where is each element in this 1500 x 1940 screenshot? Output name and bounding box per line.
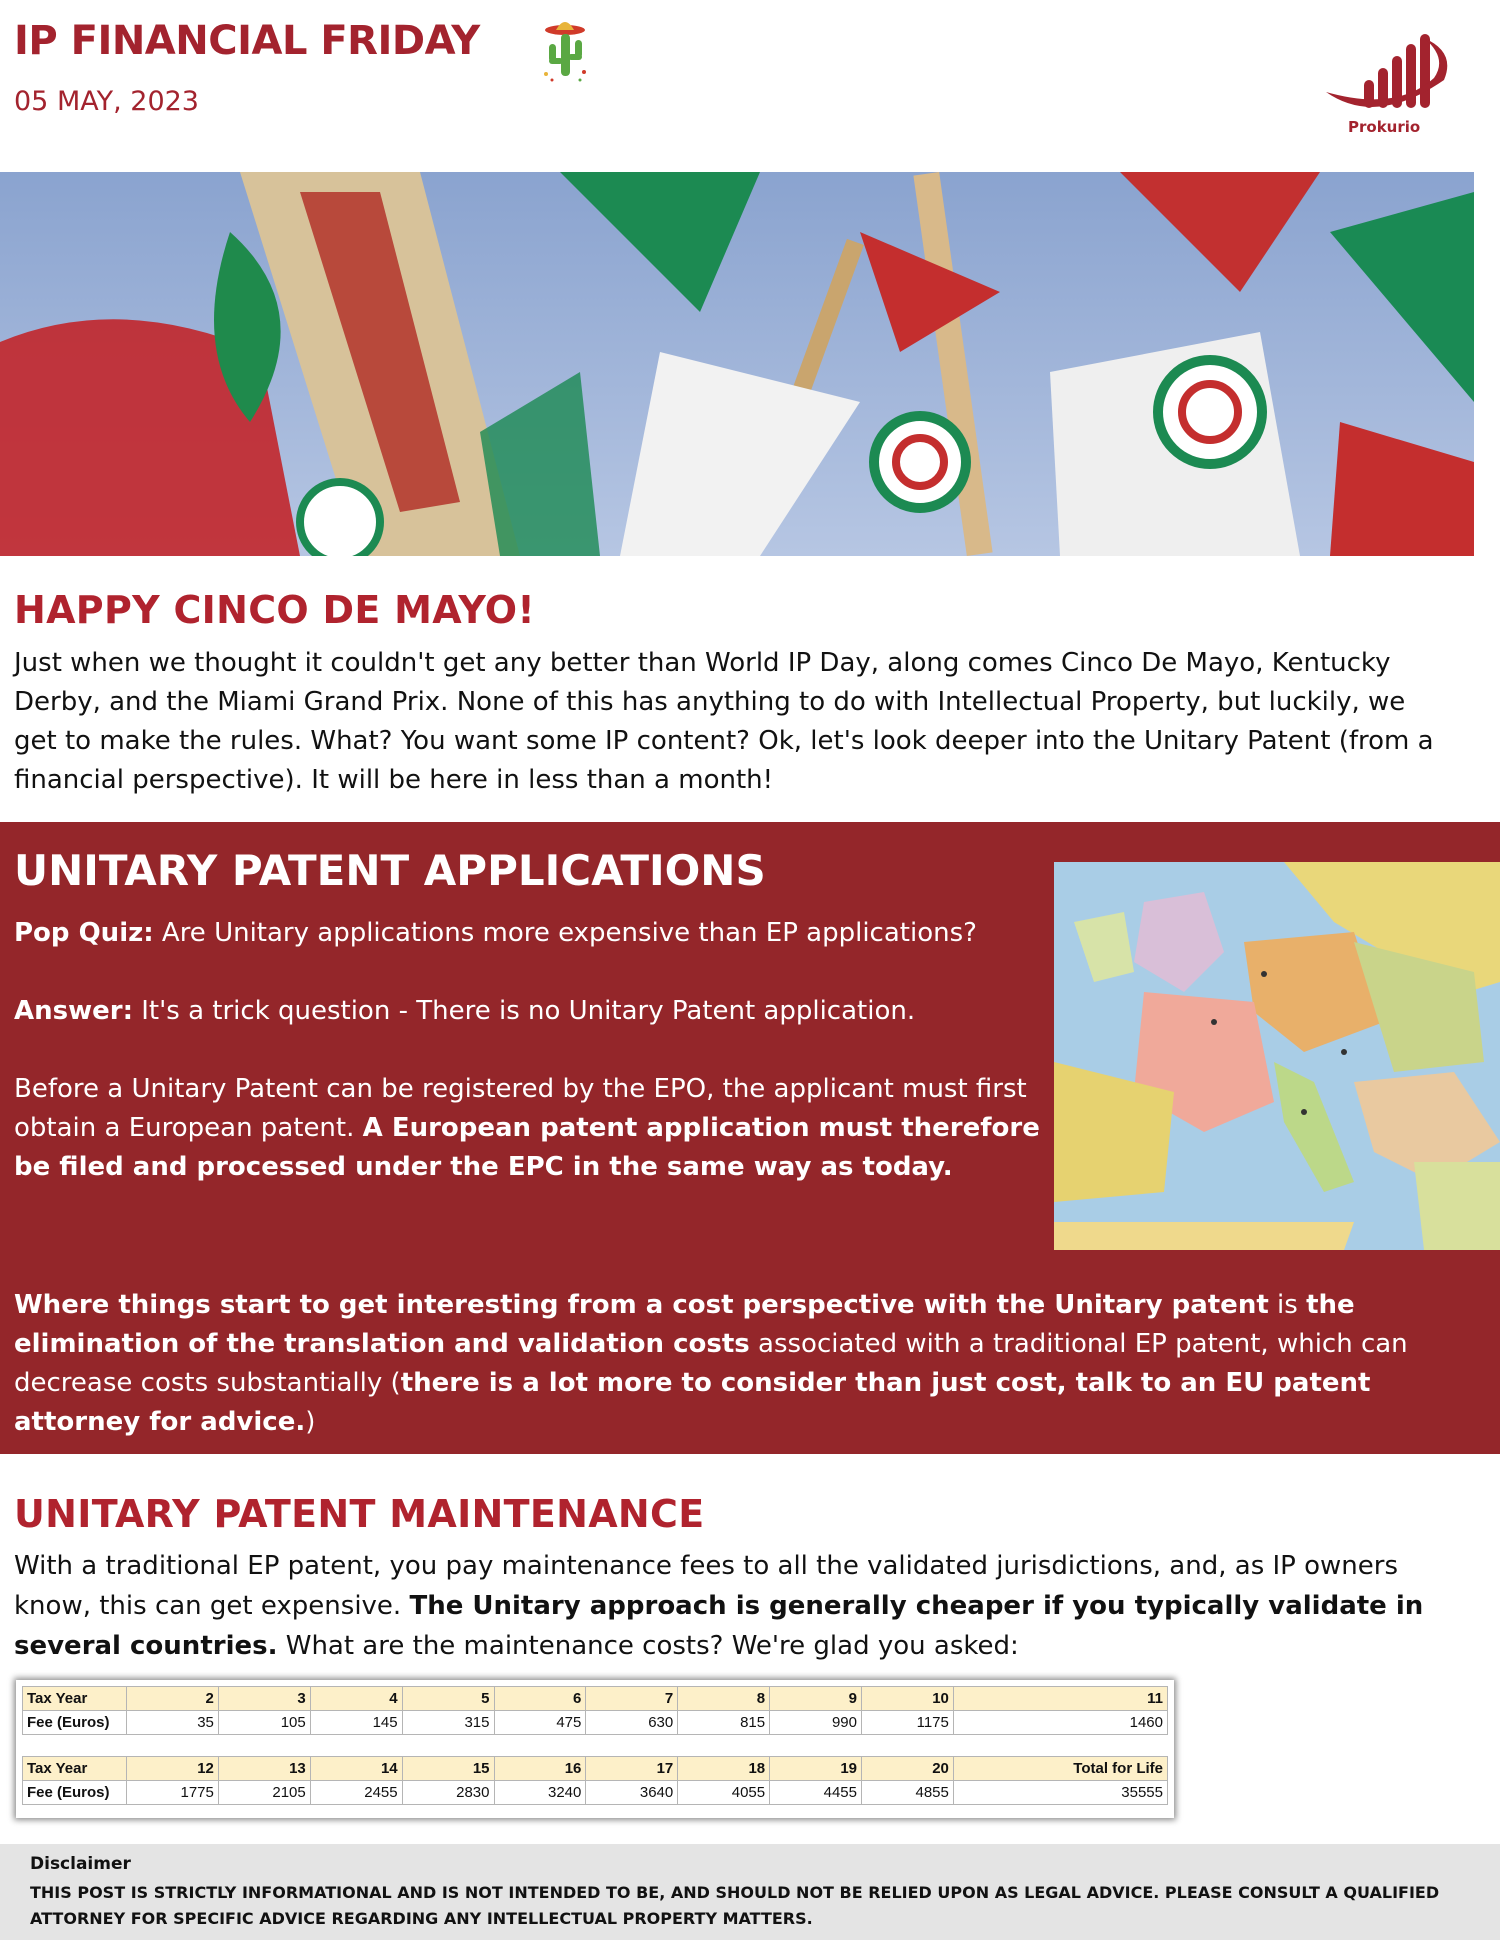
european-patent-emphasis: A European patent application must therefore be filed and processed under the EPC in the same way as today. — [14, 1113, 1040, 1182]
maintenance-emphasis: The Unitary approach is generally cheaper if you typically validate in several countries. — [14, 1591, 1424, 1661]
total-for-life-header: Total for Life — [953, 1757, 1167, 1781]
logo-wordmark: Prokurio — [1348, 118, 1421, 136]
maintenance-paragraph — [14, 1546, 1474, 1666]
intro-paragraph: Just when we thought it couldn't get any better than World IP Day, along comes Cinco De Mayo, Kentucky Derby, and the Miami Grand Prix. None of this has anything to do with Intellectual Property, but luckily, we get to make the rules. What? You want some IP content? Ok, let's look deeper into the Unitary Patent (from a financial perspective). It will be here in less than a month! — [14, 648, 1434, 795]
tax-year-cell: 10 — [862, 1687, 954, 1711]
cost-perspective-paragraph — [14, 1286, 1484, 1442]
tax-year-cell: 13 — [218, 1757, 310, 1781]
banner-illustration — [0, 172, 1474, 556]
applications-heading: UNITARY PATENT APPLICATIONS — [14, 846, 766, 895]
tax-year-cell: 18 — [678, 1757, 770, 1781]
tax-year-cell: 6 — [494, 1687, 586, 1711]
disclaimer-title: Disclaimer — [30, 1854, 131, 1874]
fee-cell: 1175 — [862, 1711, 954, 1735]
disclaimer-footer — [0, 1844, 1500, 1940]
answer-paragraph — [14, 992, 1044, 1031]
tax-year-cell: 8 — [678, 1687, 770, 1711]
pop-quiz-label: Pop Quiz: — [14, 918, 154, 948]
tax-year-row-2 — [23, 1757, 1168, 1781]
applications-text — [14, 914, 1044, 1226]
publish-date: 05 MAY, 2023 — [14, 86, 199, 117]
fee-cell: 4855 — [862, 1781, 954, 1805]
tax-year-cell: 11 — [953, 1687, 1167, 1711]
page-header — [0, 0, 1500, 160]
maintenance-heading: UNITARY PATENT MAINTENANCE — [14, 1492, 705, 1536]
tax-year-cell: 15 — [402, 1757, 494, 1781]
table-spacer-cell — [23, 1735, 1168, 1757]
european-patent-text: Before a Unitary Patent can be registered by the EPO, the applicant must first obtain a European patent. — [14, 1074, 1027, 1143]
fee-label: Fee (Euros) — [23, 1781, 127, 1805]
tax-year-row-1 — [23, 1687, 1168, 1711]
fee-row-2 — [23, 1781, 1168, 1805]
tax-year-cell: 7 — [586, 1687, 678, 1711]
fee-row-1 — [23, 1711, 1168, 1735]
tax-year-cell: 2 — [127, 1687, 219, 1711]
cinco-de-mayo-heading: HAPPY CINCO DE MAYO! — [14, 588, 536, 632]
cost-text-2: associated with a traditional EP patent, which can decrease costs substantially ( — [14, 1329, 1408, 1398]
fee-cell: 630 — [586, 1711, 678, 1735]
fee-cell: 105 — [218, 1711, 310, 1735]
tax-year-cell: 4 — [310, 1687, 402, 1711]
unitary-applications-section — [0, 822, 1500, 1454]
pop-quiz-paragraph — [14, 914, 1044, 953]
pop-quiz-text: Are Unitary applications more expensive than EP applications? — [153, 918, 977, 948]
tax-year-label: Tax Year — [23, 1687, 127, 1711]
answer-text: It's a trick question - There is no Unitary Patent application. — [132, 996, 916, 1026]
fee-cell: 2105 — [218, 1781, 310, 1805]
cost-text-1: is — [1268, 1290, 1307, 1320]
table-spacer-row — [23, 1735, 1168, 1757]
cinco-de-mayo-banner-image — [0, 172, 1474, 556]
europe-map-illustration — [1054, 862, 1500, 1250]
cost-emphasis-1: Where things start to get interesting from a cost perspective with the Unitary patent — [14, 1290, 1269, 1320]
cactus-sombrero-icon — [540, 14, 590, 84]
fee-label: Fee (Euros) — [23, 1711, 127, 1735]
fee-cell: 2830 — [402, 1781, 494, 1805]
tax-year-cell: 3 — [218, 1687, 310, 1711]
total-for-life-value: 35555 — [953, 1781, 1167, 1805]
cost-emphasis-3: there is a lot more to consider than just cost, talk to an EU patent attorney for advice. — [14, 1368, 1371, 1437]
maintenance-fee-table — [16, 1680, 1174, 1818]
fee-cell: 815 — [678, 1711, 770, 1735]
fee-cell: 990 — [770, 1711, 862, 1735]
fee-cell: 315 — [402, 1711, 494, 1735]
tax-year-cell: 14 — [310, 1757, 402, 1781]
maintenance-text-1: With a traditional EP patent, you pay maintenance fees to all the validated jurisdictions, and, as IP owners know, this can get expensive. — [14, 1551, 1398, 1621]
european-patent-paragraph — [14, 1070, 1044, 1187]
tax-year-cell: 12 — [127, 1757, 219, 1781]
fee-cell: 2455 — [310, 1781, 402, 1805]
fee-table — [22, 1686, 1168, 1805]
fee-cell: 4055 — [678, 1781, 770, 1805]
europe-map-image — [1054, 862, 1500, 1250]
tax-year-cell: 5 — [402, 1687, 494, 1711]
fee-cell: 35 — [127, 1711, 219, 1735]
newsletter-title: IP FINANCIAL FRIDAY — [14, 18, 480, 64]
fee-cell: 145 — [310, 1711, 402, 1735]
fee-cell: 3240 — [494, 1781, 586, 1805]
tax-year-cell: 17 — [586, 1757, 678, 1781]
tax-year-cell: 9 — [770, 1687, 862, 1711]
fee-cell: 475 — [494, 1711, 586, 1735]
fee-cell: 4455 — [770, 1781, 862, 1805]
tax-year-label: Tax Year — [23, 1757, 127, 1781]
cost-text-3: ) — [305, 1407, 316, 1437]
answer-label: Answer: — [14, 996, 133, 1026]
disclaimer-text: THIS POST IS STRICTLY INFORMATIONAL AND IS NOT INTENDED TO BE, AND SHOULD NOT BE RELIED UPON AS LEGAL ADVICE. PLEASE CONSULT A QUALIFIED ATTORNEY FOR SPECIFIC ADVICE REGARDING ANY INTELLECTUAL PROPERTY MATTERS. — [30, 1883, 1440, 1928]
tax-year-cell: 16 — [494, 1757, 586, 1781]
fee-cell: 1460 — [953, 1711, 1167, 1735]
tax-year-cell: 20 — [862, 1757, 954, 1781]
fee-cell: 1775 — [127, 1781, 219, 1805]
cost-emphasis-2: the elimination of the translation and validation costs — [14, 1290, 1355, 1359]
fee-cell: 3640 — [586, 1781, 678, 1805]
maintenance-text-2: What are the maintenance costs? We're glad you asked: — [277, 1631, 1019, 1661]
tax-year-cell: 19 — [770, 1757, 862, 1781]
